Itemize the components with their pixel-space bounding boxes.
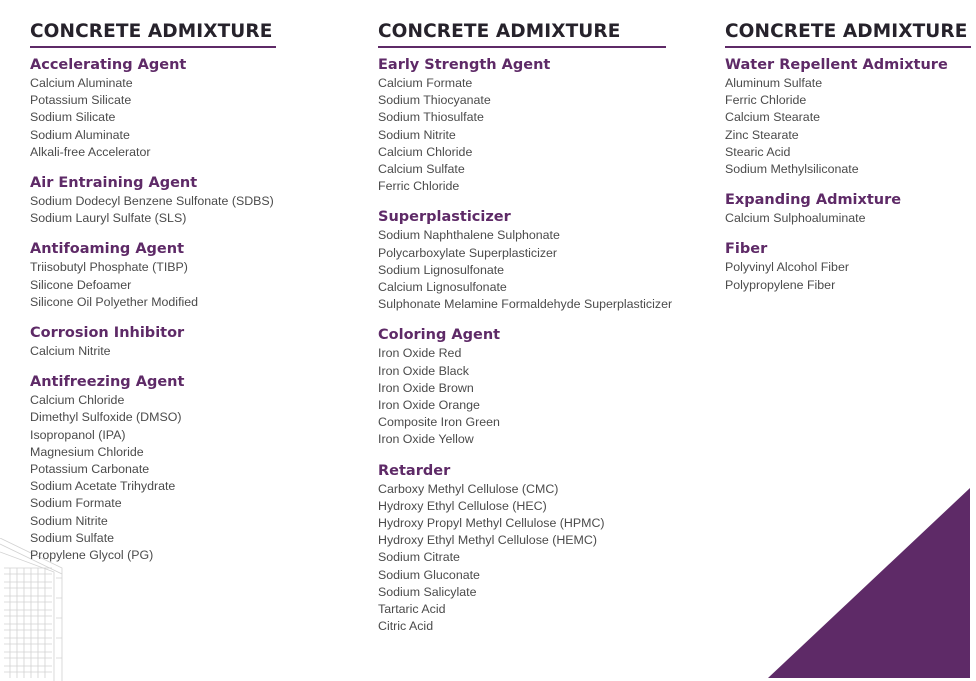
list-item: Hydroxy Ethyl Methyl Cellulose (HEMC) [378,533,597,548]
list-item: Calcium Sulphoaluminate [725,211,866,226]
list-item: Sodium Lignosulfonate [378,262,505,277]
section-early-strength-agent [378,56,666,195]
section-title: Expanding Admixture [725,192,902,209]
list-item: Propylene Glycol (PG) [30,548,154,563]
column-title: CONCRETE ADMIXTURE [378,20,666,48]
section-retarder [378,462,666,636]
section-title: Retarder [378,462,451,479]
section-water-repellent-admixture [725,56,971,178]
section-title: Early Strength Agent [378,57,551,73]
section-title: Superplasticizer [378,209,511,226]
list-item: Sodium Naphthalene Sulphonate [378,228,560,243]
list-item: Silicone Oil Polyether Modified [30,294,199,309]
list-item: Potassium Silicate [30,93,132,108]
section-coloring-agent [378,326,666,448]
column-title: CONCRETE ADMIXTURE [30,20,276,48]
list-item: Carboxy Methyl Cellulose (CMC) [378,481,559,496]
list-item: Hydroxy Propyl Methyl Cellulose (HPMC) [378,516,605,531]
list-item: Calcium Lignosulfonate [378,280,507,295]
list-item: Sodium Formate [30,496,122,511]
list-item: Stearic Acid [725,144,791,159]
list-item: Sodium Dodecyl Benzene Sulfonate (SDBS) [30,194,274,209]
list-item: Iron Oxide Yellow [378,432,474,447]
section-title: Water Repellent Admixture [725,57,948,73]
list-item: Calcium Chloride [378,144,473,159]
list-item: Polycarboxylate Superplasticizer [378,245,558,260]
list-item: Sodium Silicate [30,110,116,125]
section-fiber [725,240,971,293]
list-item: Composite Iron Green [378,415,500,430]
list-item: Calcium Stearate [725,110,821,125]
section-title: Antifoaming Agent [30,241,185,258]
list-item: Alkali-free Accelerator [30,144,151,159]
section-air-entraining-agent [30,174,276,227]
list-item: Polypropylene Fiber [725,277,836,292]
column-3 [725,20,971,294]
list-item: Calcium Sulfate [378,162,465,177]
list-item: Calcium Nitrite [30,344,111,359]
list-item: Sulphonate Melamine Formaldehyde Superplasticizer [378,297,673,312]
list-item: Calcium Chloride [30,393,125,408]
list-item: Ferric Chloride [725,93,807,108]
list-item: Zinc Stearate [725,127,799,142]
section-expanding-admixture [725,191,971,227]
section-antifreezing-agent [30,373,276,564]
section-title: Coloring Agent [378,327,501,344]
column-2 [378,20,673,635]
list-item: Iron Oxide Red [378,346,462,361]
accent-triangle-shape [768,488,970,678]
list-item: Triisobutyl Phosphate (TIBP) [30,260,188,275]
section-title: Antifreezing Agent [30,374,185,391]
section-accelerating-agent [30,56,276,161]
list-item: Calcium Aluminate [30,76,133,90]
list-item: Magnesium Chloride [30,444,144,459]
list-item: Sodium Salicylate [378,584,477,599]
list-item: Sodium Methylsiliconate [725,162,859,177]
list-item: Iron Oxide Orange [378,398,480,413]
list-item: Sodium Nitrite [30,513,108,528]
list-item: Iron Oxide Brown [378,380,474,395]
list-item: Calcium Formate [378,76,473,90]
list-item: Isopropanol (IPA) [30,427,126,442]
list-item: Polyvinyl Alcohol Fiber [725,260,849,275]
list-item: Sodium Aluminate [30,127,130,142]
list-item: Tartaric Acid [378,602,446,617]
list-item: Sodium Gluconate [378,567,480,582]
list-item: Iron Oxide Black [378,363,469,378]
list-item: Sodium Nitrite [378,127,456,142]
section-title: Air Entraining Agent [30,175,198,192]
section-title: Fiber [725,241,768,258]
list-item: Sodium Sulfate [30,530,115,545]
list-item: Sodium Acetate Trihydrate [30,479,176,494]
list-item: Sodium Thiocyanate [378,93,491,108]
section-superplasticizer [378,208,673,313]
list-item: Hydroxy Ethyl Cellulose (HEC) [378,498,547,513]
section-corrosion-inhibitor [30,324,276,360]
list-item: Dimethyl Sulfoxide (DMSO) [30,410,182,425]
list-item: Sodium Thiosulfate [378,110,484,125]
section-title: Corrosion Inhibitor [30,325,185,342]
list-item: Ferric Chloride [378,179,460,194]
list-item: Potassium Carbonate [30,462,150,477]
list-item: Aluminum Sulfate [725,76,823,90]
list-item: Citric Acid [378,619,434,634]
column-1 [30,20,276,564]
column-title: CONCRETE ADMIXTURE [725,20,971,48]
list-item: Sodium Citrate [378,550,460,565]
list-item: Sodium Lauryl Sulfate (SLS) [30,211,187,226]
section-title: Accelerating Agent [30,57,187,73]
purple-triangle-decoration [768,488,970,678]
section-antifoaming-agent [30,240,276,311]
list-item: Silicone Defoamer [30,277,132,292]
